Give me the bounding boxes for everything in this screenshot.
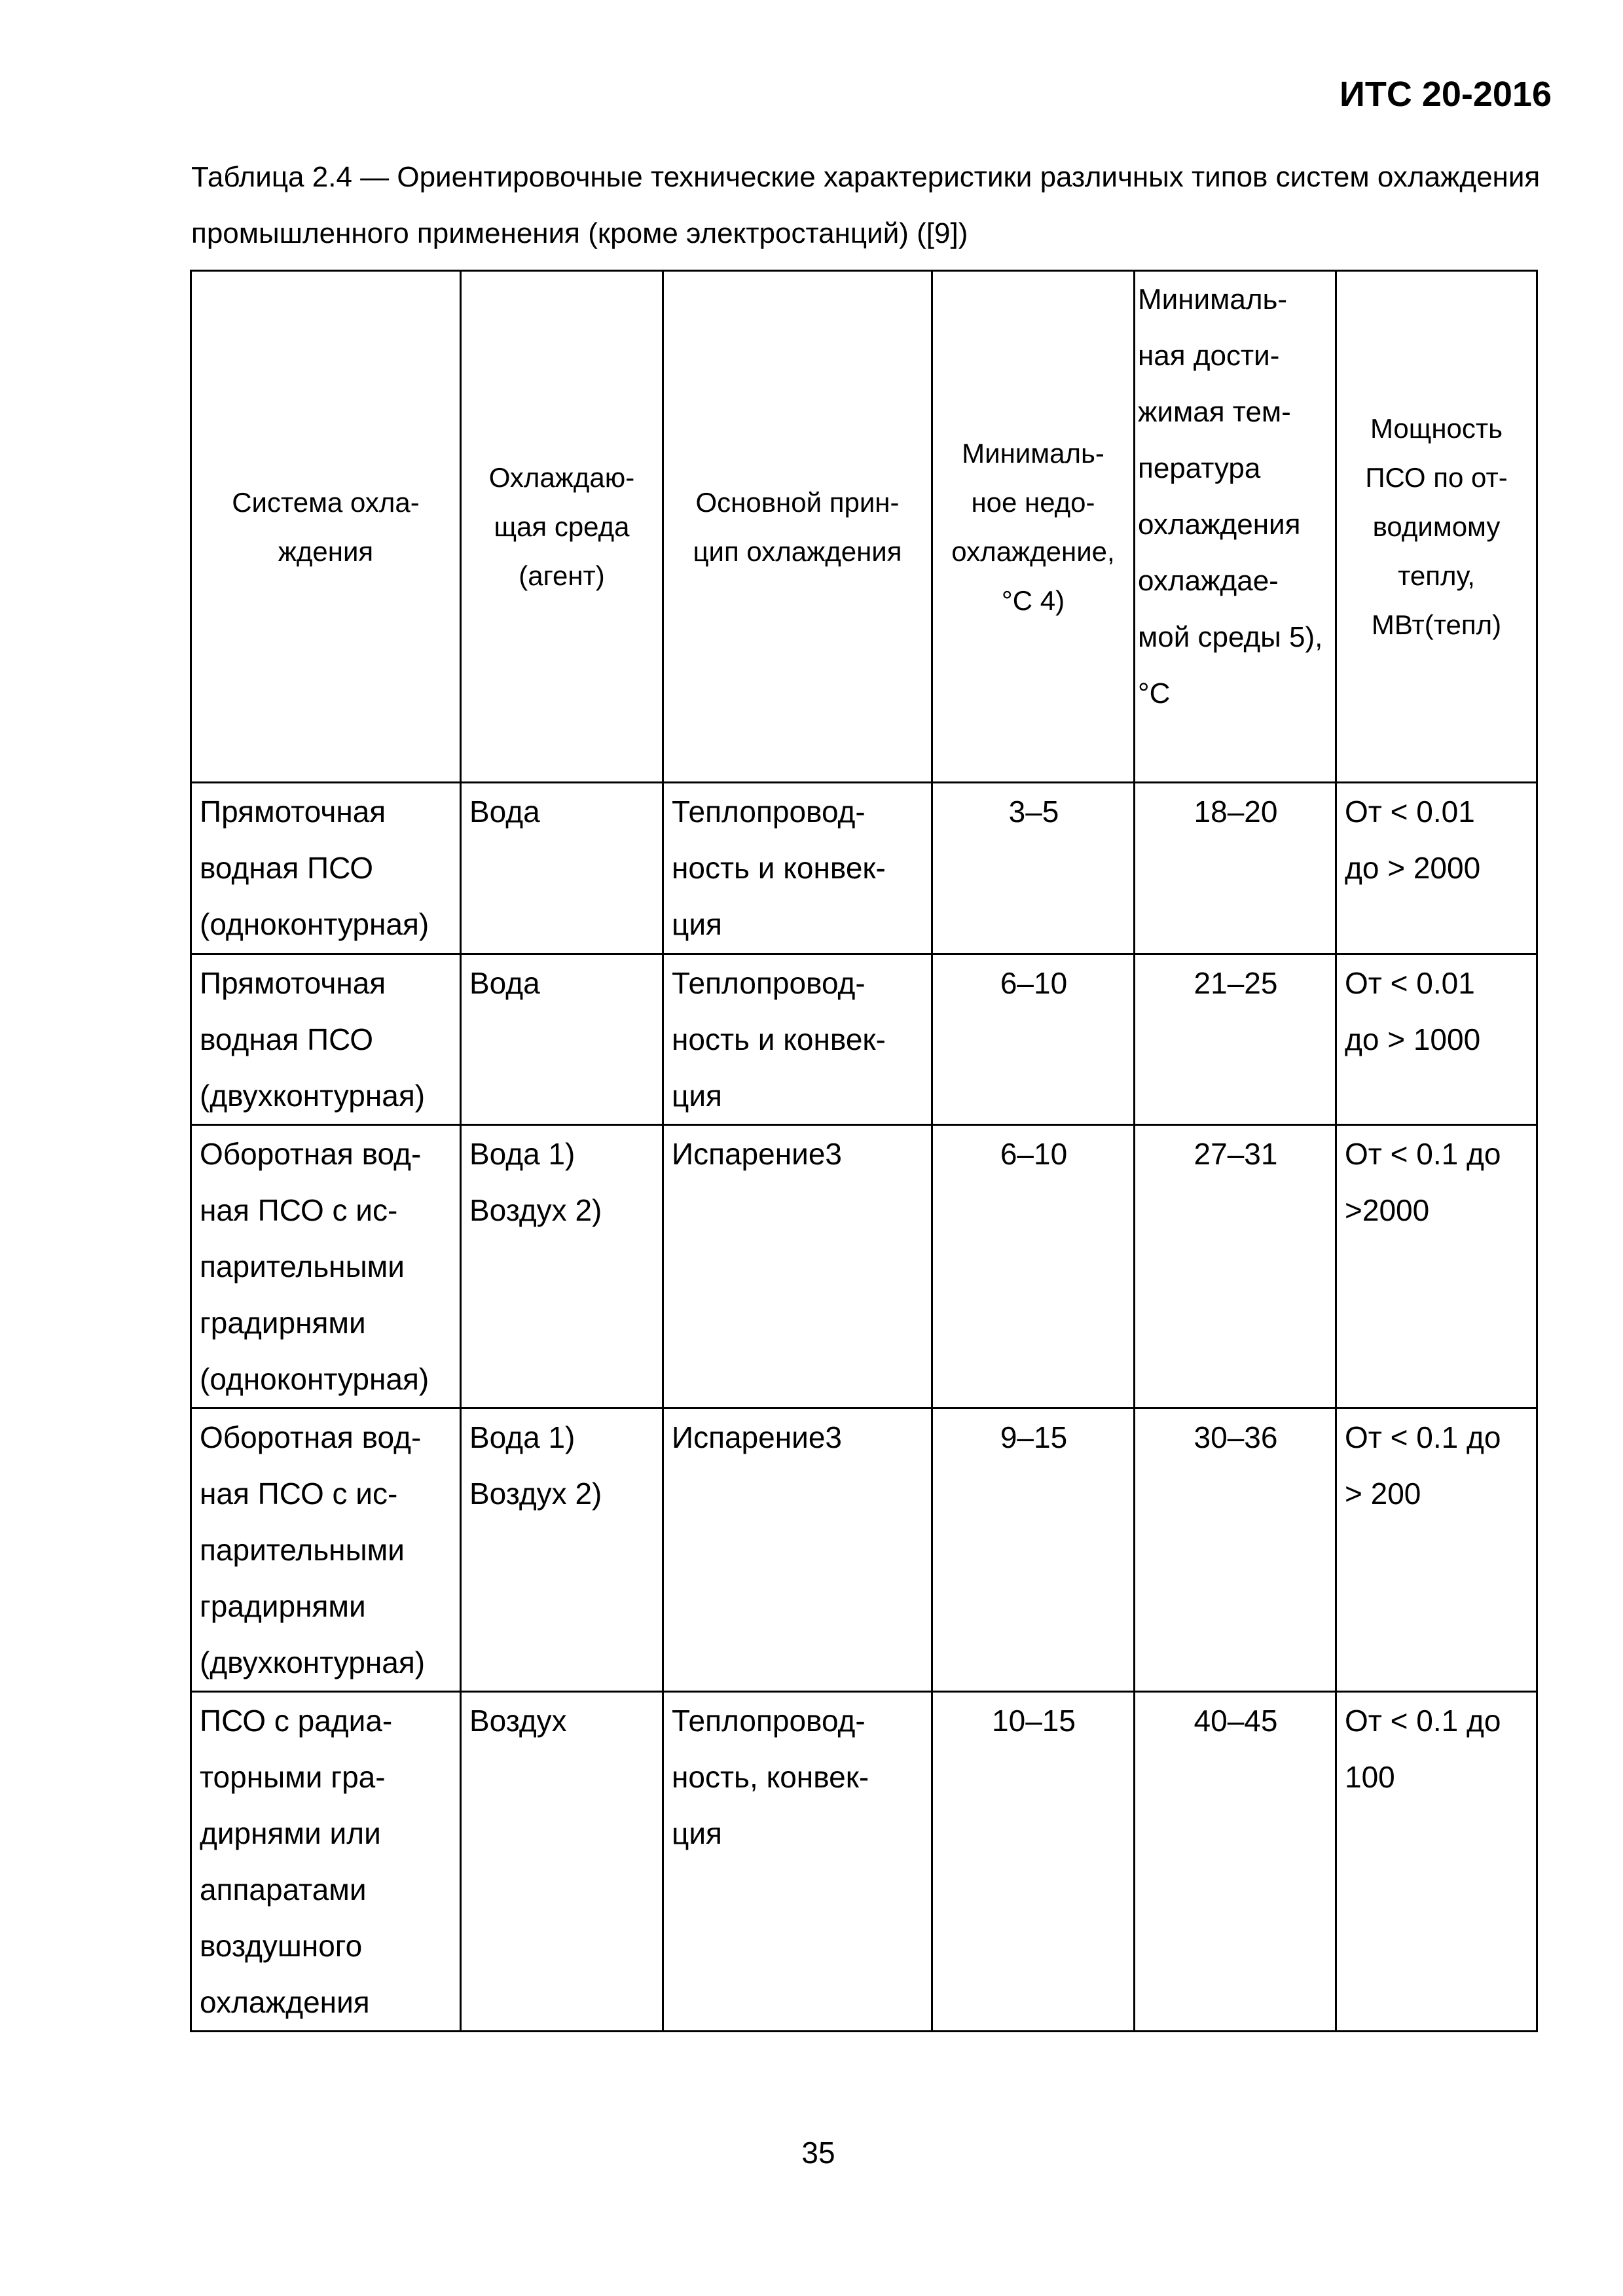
cell-capacity: От < 0.1 до > 200: [1336, 1408, 1537, 1692]
header-capacity: Мощность ПСО по от- водимому теплу, МВт(тепл): [1336, 271, 1537, 783]
header-cooling-system: Система охла- ждения: [191, 271, 461, 783]
cell-principle: Испарение3: [663, 1125, 932, 1408]
cell-principle: Теплопровод- ность и конвек- ция: [663, 954, 932, 1125]
cell-subcooling: 6–10: [932, 954, 1135, 1125]
cell-agent: Вода: [461, 954, 663, 1125]
header-cooling-agent: Охлаждаю- щая среда (агент): [461, 271, 663, 783]
cell-principle: Теплопровод- ность, конвек- ция: [663, 1692, 932, 2032]
cell-subcooling: 3–5: [932, 783, 1135, 954]
cooling-systems-table: [190, 270, 1538, 2032]
cell-subcooling: 10–15: [932, 1692, 1135, 2032]
table-row: [191, 1408, 1537, 1692]
cell-capacity: От < 0.01 до > 1000: [1336, 954, 1537, 1125]
cell-system: Прямоточная водная ПСО (одноконтурная): [191, 783, 461, 954]
cell-agent: Вода 1) Воздух 2): [461, 1408, 663, 1692]
cell-system: ПСО с радиа- торными гра- дирнями или аппаратами воздушного охлаждения: [191, 1692, 461, 2032]
cell-principle: Теплопровод- ность и конвек- ция: [663, 783, 932, 954]
cell-system: Оборотная вод- ная ПСО с ис- парительными градирнями (двухконтурная): [191, 1408, 461, 1692]
page-number: 35: [801, 2136, 835, 2170]
cell-capacity: От < 0.01 до > 2000: [1336, 783, 1537, 954]
table-row: [191, 954, 1537, 1125]
cell-system: Прямоточная водная ПСО (двухконтурная): [191, 954, 461, 1125]
cell-agent: Воздух: [461, 1692, 663, 2032]
cell-min-temp: 30–36: [1135, 1408, 1336, 1692]
cell-agent: Вода: [461, 783, 663, 954]
table-row: [191, 783, 1537, 954]
cell-min-temp: 40–45: [1135, 1692, 1336, 2032]
header-min-temperature: Минималь- ная дости- жимая тем- пература охлаждения охлаждае- мой среды 5), °C: [1135, 271, 1336, 783]
cell-min-temp: 21–25: [1135, 954, 1336, 1125]
table-caption: Таблица 2.4 — Ориентировочные технические характеристики различных типов систем охлаждения промышленного применения (кроме электростанций) ([9]): [191, 161, 1541, 249]
cell-capacity: От < 0.1 до 100: [1336, 1692, 1537, 2032]
cell-min-temp: 27–31: [1135, 1125, 1336, 1408]
table-row: [191, 1692, 1537, 2032]
cell-subcooling: 9–15: [932, 1408, 1135, 1692]
cell-subcooling: 6–10: [932, 1125, 1135, 1408]
cell-principle: Испарение3: [663, 1408, 932, 1692]
table-header-row: [191, 271, 1537, 783]
cell-capacity: От < 0.1 до >2000: [1336, 1125, 1537, 1408]
cell-min-temp: 18–20: [1135, 783, 1336, 954]
document-code: ИТС 20-2016: [1340, 75, 1552, 114]
header-cooling-principle: Основной прин- цип охлаждения: [663, 271, 932, 783]
header-min-subcooling: Минималь- ное недо- охлаждение, °C 4): [932, 271, 1135, 783]
table-row: [191, 1125, 1537, 1408]
cell-agent: Вода 1) Воздух 2): [461, 1125, 663, 1408]
cell-system: Оборотная вод- ная ПСО с ис- парительными градирнями (одноконтурная): [191, 1125, 461, 1408]
